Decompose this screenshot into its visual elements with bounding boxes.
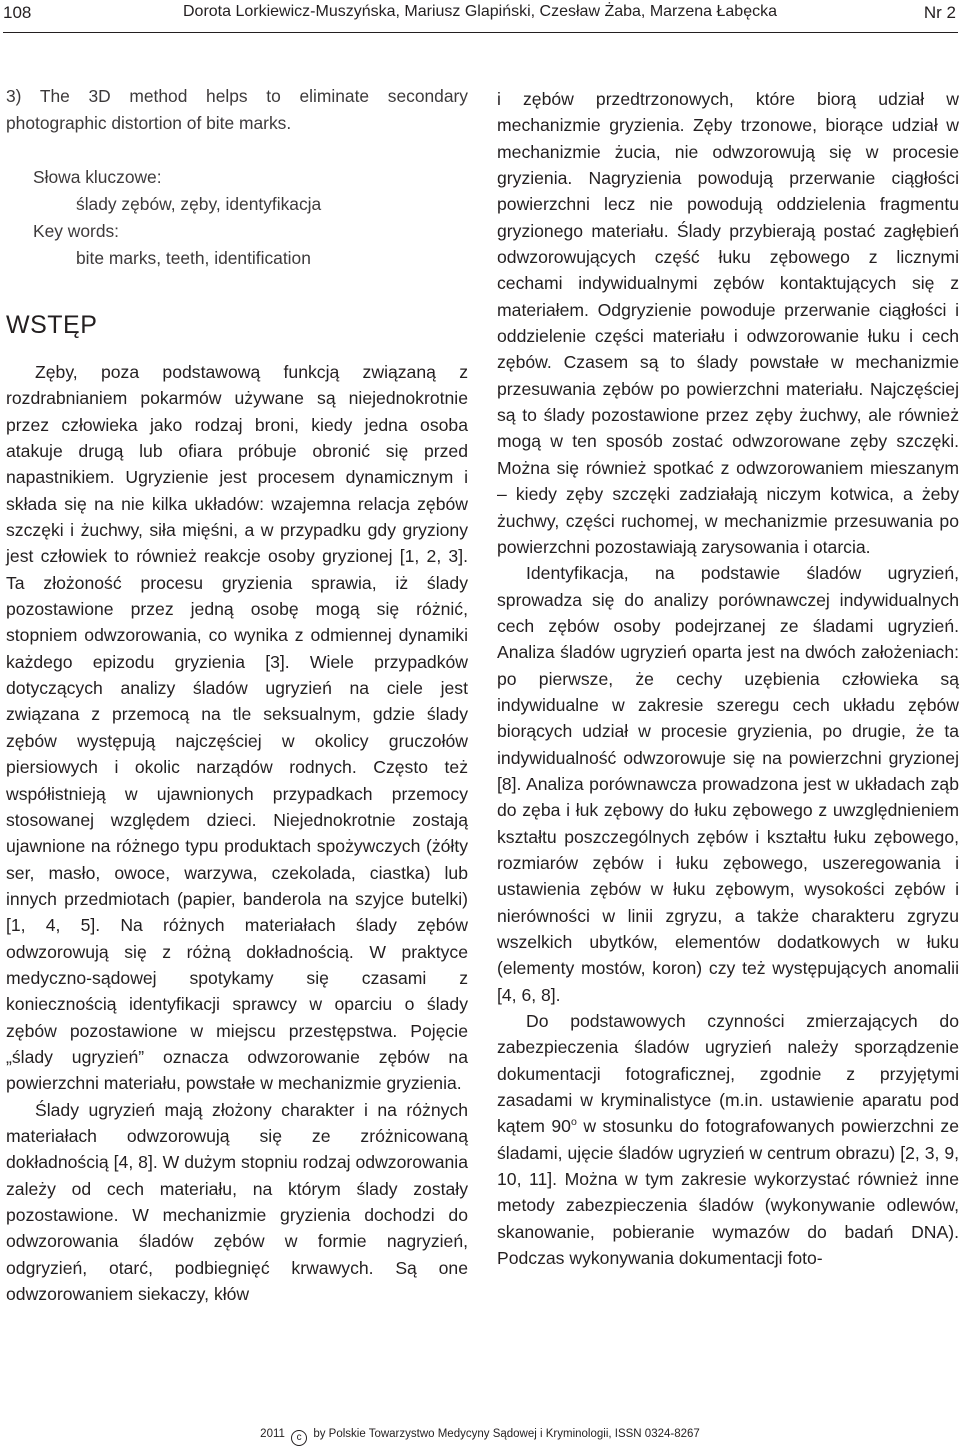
keywords-pl-label: Słowa kluczowe:: [33, 167, 162, 187]
documentation-text-part-2: w stosunku do fotografowanych powierzchni ze śladami, ujęcie śladów ugryzień w centrum obrazu) [2, 3, 9, 10, 11]. Można w tym zakresie wykorzystać również inne metody zabezpieczenia śladów (wykonywanie odlewów, skanowanie, pobieranie wymazów do badań DNA). Podczas wykonywania dokumentacji foto-: [497, 1116, 959, 1269]
running-header-authors: Dorota Lorkiewicz-Muszyńska, Mariusz Glapiński, Czesław Żaba, Marzena Łabęcka: [183, 3, 777, 20]
header-rule: [3, 32, 958, 33]
documentation-text-part-1: Do podstawowych czynności zmierzających do zabezpieczenia śladów ugryzień należy sporządzenie dokumentacji fotograficznej, zgodnie z przyjętymi zasadami w kryminalistyce (m.in. ustawienie aparatu pod kątem 90: [497, 1011, 959, 1137]
body-paragraph-continued: i zębów przedtrzonowych, które biorą udział w mechanizmie gryzienia. Zęby trzonowe, biorące udział w mechanizmie żucia, nie odwzorowują się w procesie gryzienia. Nagryzienia powodują przerwanie ciągłości powierzchni lecz nie powodują oddzielenia fragmentu gryzionego materiału. Ślady przybierają postać zagłębień odwzorowujących część łuku zębowego z licznymi cechami indywidualnymi zębów kontaktujących się z materiałem. Odgryzienie powoduje przerwanie ciągłości i oddzielenie części materiału i odwzorowanie łuku i cech zębów. Czasem są to ślady powstałe w mechanizmie przesuwania zębów po powierzchni materiału. Najczęściej są to ślady pozostawione przez zęby żuchwy, ale również mogą w ten sposób zostać odwzorowane zęby szczęki. Można się również spotkać z odwzorowaniem mieszanym – kiedy zęby szczęki zadziałają niczym kotwica, a żeby żuchwy, części ruchomej, w mechanizmie przesuwania po powierzchni pozostawiają zarysowania i otarcia.: [497, 89, 959, 557]
page-number: 108: [3, 3, 32, 22]
keywords-block: [6, 164, 468, 272]
right-column: [497, 86, 959, 1271]
keywords-en-value: bite marks, teeth, identification: [76, 248, 311, 268]
left-column: [6, 83, 468, 1307]
section-heading-introduction: WSTĘP: [6, 311, 98, 339]
issue-number: Nr 2: [923, 3, 956, 22]
intro-paragraph-1: Zęby, poza podstawową funkcją związaną z rozdrabnianiem pokarmów używane są niejednokrotnie przez człowieka jako rodzaj broni, kiedy jedna osoba atakuje drugą lub ofiara próbuje obronić się przed napastnikiem. Ugryzienie jest procesem dynamicznym i składa się na nie kilka układów: wzajemna relacja zębów szczęki i żuchwy, siła mięśni, a w przypadku gdy gryziony jest człowiek to również reakcje osoby gryzionej [1, 2, 3]. Ta złożoność procesu gryzienia sprawia, iż ślady pozostawione przez jedną osobę mogą się różnić, stopniem odwzorowania, co wynika z odmiennej dynamiki każdego epizodu gryzienia [3]. Wiele przypadków dotyczących analizy śladów ugryzień na ciele jest związana z przemocą na tle seksualnym, gdzie ślady zębów występują najczęściej w okolicy gruczołów piersiowych i okolic narządów rodnych. Często też współistnieją w ujawnionych przypadkach przemocy stosowanej względem dzieci. Niejednokrotnie zostają ujawnione na różnego typu produktach spożywczych (żółty ser, masło, owoce, warzywa, czekolada, ciastka) lub innych przedmiotach (papier, banderola na szyjce butelki) [1, 4, 5]. Na różnych materiałach ślady zębów odwzorowują się z różną dokładnością. W praktyce medyczno-sądowej spotykamy się czasami z koniecznością identyfikacji sprawcy w oparciu o ślady zębów pozostawione w miejscu przestępstwa. Pojęcie „ślady ugryzień” oznacza odwzorowanie zębów na powierzchni materiału, powstałe w mechanizmie gryzienia.: [6, 362, 468, 1094]
keywords-en-label: Key words:: [33, 221, 120, 241]
body-paragraph-documentation: [497, 1008, 959, 1271]
footer-publisher: by Polskie Towarzystwo Medycyny Sądowej i Kryminologii, ISSN 0324-8267: [313, 1428, 700, 1440]
intro-paragraph-2: Ślady ugryzień mają złożony charakter i na różnych materiałach odwzorowują się ze zróżnicowaną dokładnością [4, 8]. W dużym stopniu rodzaj odwzorowania zależy od cech materiału, na którym ślady zostały pozostawione. W mechanizmie gryzienia dochodzi do odwzorowania śladów zębów w formie nagryzień, odgryzień, otarć, podbiegnięć krwawych. Są one odwzorowaniem siekaczy, kłów: [6, 1099, 468, 1305]
page-footer: [0, 1428, 960, 1446]
keywords-pl-value: ślady zębów, zęby, identyfikacja: [76, 194, 322, 214]
copyright-icon: c: [291, 1430, 307, 1446]
running-header: [0, 0, 960, 30]
degree-superscript: o: [570, 1116, 577, 1129]
body-paragraph-identification: Identyfikacja, na podstawie śladów ugryzień, sprowadza się do analizy porównawczej indywidualnych cech zębów osoby podejrzanej ze śladami ugryzień. Analiza śladów ugryzień oparta jest na dwóch założeniach: po pierwsze, że cechy uzębienia człowieka są indywidualne w zakresie szeregu cech układu zębów biorących udział w procesie gryzienia, po drugie, że ta indywidualność odwzorowuje się na powierzchni gryzionej [8]. Analiza porównawcza prowadzona jest w układach ząb do zęba i łuk zębowy do łuku zębowego z uwzględnieniem kształtu poszczególnych zębów i kształtu łuku zębowego, rozmiarów zębów i łuku zębowego, uszeregowania i ustawienia zębów w łuku zębowym, wysokości zębów i nierówności w linii zgryzu, a także charakteru zgryzu wszelkich ubytków, elementów dodatkowych w łuku (elementy mostów, koron) czy też występujących anomalii [4, 6, 8].: [497, 563, 959, 1005]
abstract-point-3: 3) The 3D method helps to eliminate secondary photographic distortion of bite marks.: [6, 86, 468, 133]
footer-year: 2011: [260, 1428, 285, 1440]
